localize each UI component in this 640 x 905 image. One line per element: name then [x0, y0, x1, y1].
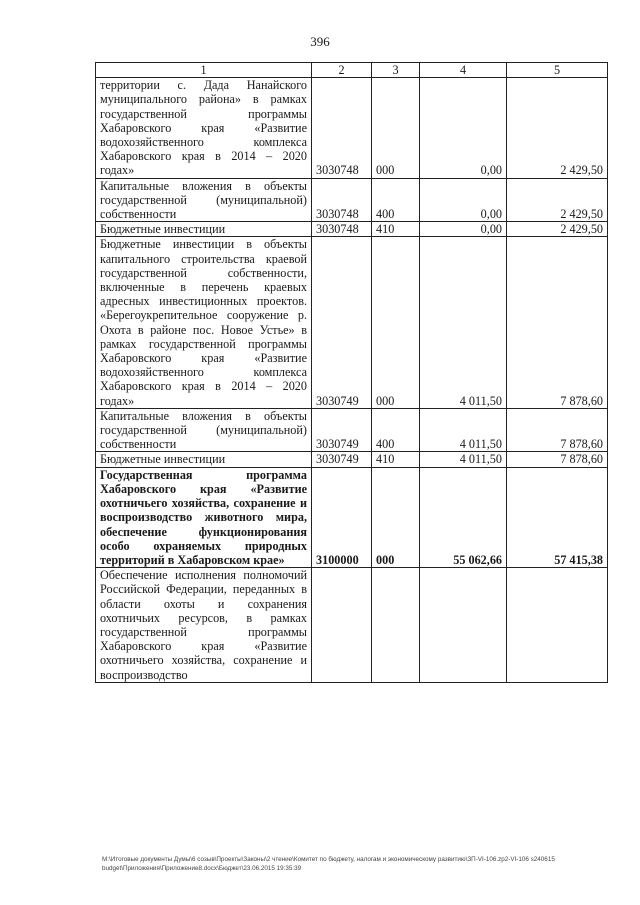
row-name-cell: Бюджетные инвестиции — [96, 222, 312, 237]
row-value-2014-cell: 4 011,50 — [420, 408, 507, 452]
table-row — [96, 452, 608, 467]
row-type-cell: 410 — [372, 452, 420, 467]
row-name-cell: территории с. Дада Нанайского муниципального района» в рамках государственной программы Хабаровского края «Развитие водохозяйственного комплекса Хабаровского края в 2014 – 2020 годах» — [96, 78, 312, 178]
row-value-2015-cell: 2 429,50 — [507, 178, 608, 222]
row-value-2014-cell — [420, 568, 507, 683]
table-row — [96, 408, 608, 452]
row-value-2015-cell: 7 878,60 — [507, 237, 608, 408]
row-name-cell: Капитальные вложения в объекты государственной (муниципальной) собственности — [96, 408, 312, 452]
table-row — [96, 178, 608, 222]
row-code-cell: 3030749 — [312, 452, 372, 467]
row-code-cell: 3030749 — [312, 408, 372, 452]
file-path-footer: M:\Итоговые документы Думы\6 созыв\Проекты\Законы\2 чтение\Комитет по бюджету, налогам и экономическому развитию\ЗП-VI-106.zp2-VI-106 s240615 budget\Приложения\Приложение8.docx\Бюджет\23.06.2015 19:35:39 — [102, 856, 555, 872]
table-row — [96, 78, 608, 178]
header-col-5: 5 — [507, 63, 608, 78]
row-type-cell — [372, 568, 420, 683]
table-row — [96, 222, 608, 237]
row-value-2015-cell: 57 415,38 — [507, 467, 608, 567]
row-code-cell — [312, 568, 372, 683]
row-name-cell: Бюджетные инвестиции в объекты капитального строительства краевой государственной собственности, включенные в перечень краевых адресных инвестиционных проектов. «Берегоукрепительное сооружение р. Охота в районе пос. Новое Устье» в рамках государственной программы Хабаровского края «Развитие водохозяйственного комплекса Хабаровского края в 2014 – 2020 годах» — [96, 237, 312, 408]
header-col-4: 4 — [420, 63, 507, 78]
row-name-cell: Бюджетные инвестиции — [96, 452, 312, 467]
header-col-3: 3 — [372, 63, 420, 78]
row-code-cell: 3100000 — [312, 467, 372, 567]
header-col-2: 2 — [312, 63, 372, 78]
row-value-2014-cell: 0,00 — [420, 178, 507, 222]
row-value-2015-cell: 2 429,50 — [507, 78, 608, 178]
row-name-cell: Капитальные вложения в объекты государственной (муниципальной) собственности — [96, 178, 312, 222]
table-header-row — [96, 63, 608, 78]
row-value-2015-cell — [507, 568, 608, 683]
row-type-cell: 400 — [372, 408, 420, 452]
row-value-2014-cell: 4 011,50 — [420, 452, 507, 467]
row-value-2014-cell: 0,00 — [420, 222, 507, 237]
row-code-cell: 3030748 — [312, 78, 372, 178]
row-type-cell: 410 — [372, 222, 420, 237]
table-row — [96, 568, 608, 683]
row-type-cell: 400 — [372, 178, 420, 222]
row-value-2014-cell: 0,00 — [420, 78, 507, 178]
header-col-1: 1 — [96, 63, 312, 78]
row-type-cell: 000 — [372, 78, 420, 178]
row-value-2014-cell: 4 011,50 — [420, 237, 507, 408]
row-value-2015-cell: 7 878,60 — [507, 452, 608, 467]
row-type-cell: 000 — [372, 237, 420, 408]
row-value-2014-cell: 55 062,66 — [420, 467, 507, 567]
row-value-2015-cell: 2 429,50 — [507, 222, 608, 237]
row-name-cell: Обеспечение исполнения полномочий Российской Федерации, переданных в области охоты и сохранения охотничьих ресурсов, в рамках государственной программы Хабаровского края «Развитие охотничьего хозяйства, сохранение и воспроизводство — [96, 568, 312, 683]
row-code-cell: 3030748 — [312, 178, 372, 222]
row-type-cell: 000 — [372, 467, 420, 567]
row-value-2015-cell: 7 878,60 — [507, 408, 608, 452]
budget-table — [95, 62, 608, 683]
table-row — [96, 467, 608, 567]
table-row — [96, 237, 608, 408]
row-code-cell: 3030749 — [312, 237, 372, 408]
row-code-cell: 3030748 — [312, 222, 372, 237]
page-number: 396 — [310, 34, 330, 49]
row-name-cell: Государственная программа Хабаровского края «Развитие охотничьего хозяйства, сохранение и воспроизводство животного мира, обеспечение функционирования особо охраняемых природных территорий в Хабаровском крае» — [96, 467, 312, 567]
